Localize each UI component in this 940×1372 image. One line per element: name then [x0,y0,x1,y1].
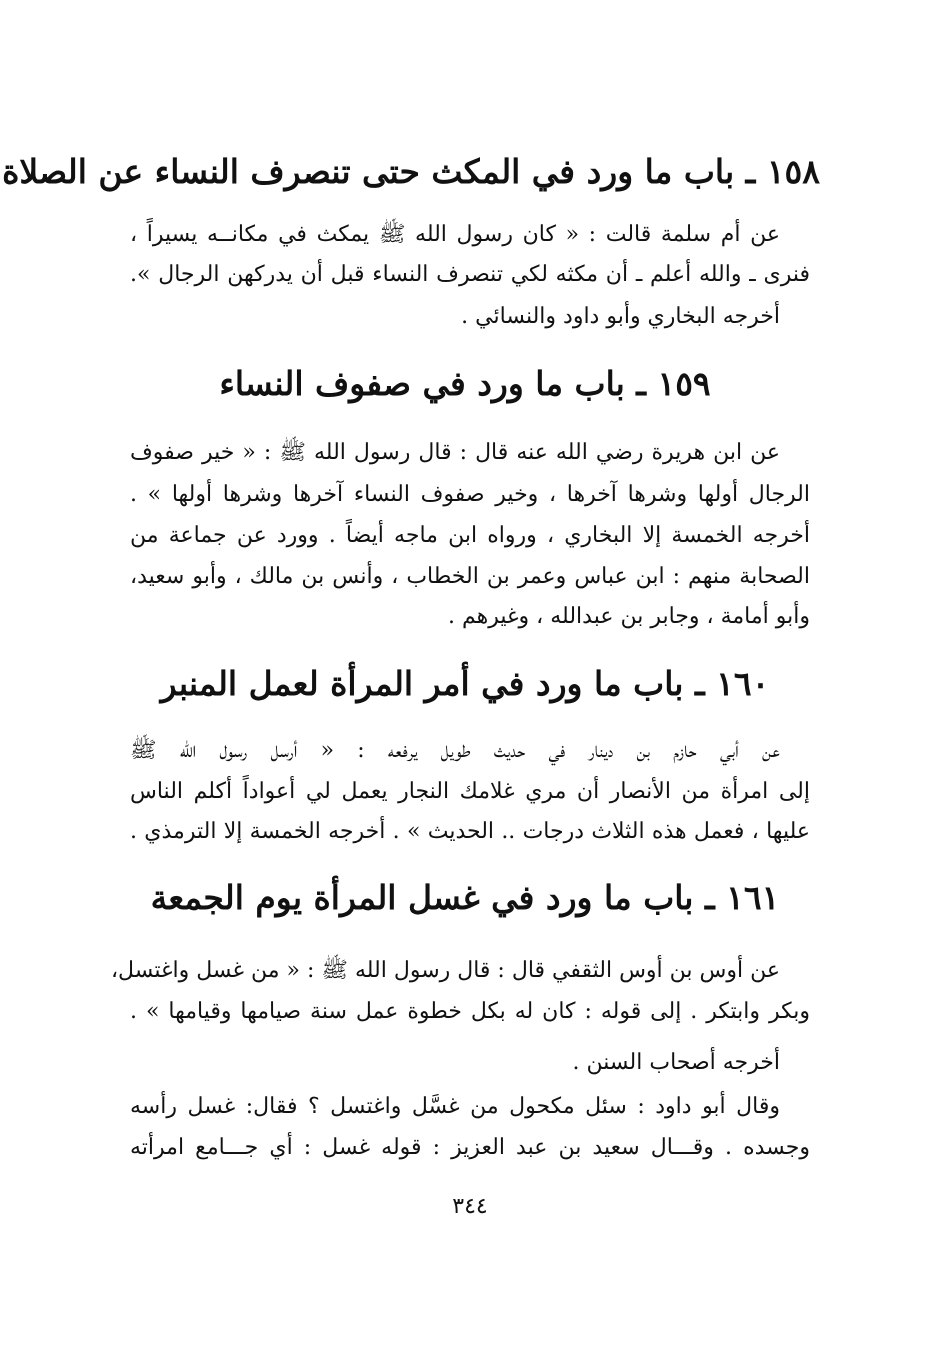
text-line: أخرجه أصحاب السنن . [572,1050,780,1075]
text-line: عليها ، فعمل هذه الثلاث درجات .. الحديث » . أخرجه الخمسة إلا الترمذي . [130,819,810,844]
page-number: ٣٤٤ [452,1194,488,1219]
section-heading-160: ١٦٠ ـ باب ما ورد في أمر المرأة لعمل المنبر [160,664,770,703]
text-line: أخرجه الخمسة إلا البخاري ، ورواه ابن ماجه أيضاً . وورد عن جماعة من [130,523,810,548]
text-line: أخرجه البخاري وأبو داود والنسائي . [461,304,780,329]
text-line: عن أوس بن أوس الثقفي قال : قال رسول الله ﷺ : « من غسل واغتسل، [110,958,780,983]
text-line: عن ابن هريرة رضي الله عنه قال : قال رسول الله ﷺ : « خير صفوف [130,440,780,465]
text-line: إلى امرأة من الأنصار أن مري غلامك النجار يعمل لي أعواداً أكلم الناس [130,779,810,804]
section-heading-159: ١٥٩ ـ باب ما ورد في صفوف النساء [219,364,711,403]
text-line: وقال أبو داود : سئل مكحول من غسَّل واغتسل ؟ فقال: غسل رأسه [130,1094,780,1119]
text-line: وبكر وابتكر . إلى قوله : كان له بكل خطوة عمل سنة صيامها وقيامها » . [130,999,810,1024]
text-line: الرجال أولها وشرها آخرها ، وخير صفوف النساء آخرها وشرها أولها » . [130,482,810,507]
text-line: عن أبي حازم بن دينار في حديث طويل يرفعه : « أرسل رسول الله ﷺ [130,738,780,763]
section-heading-161: ١٦١ ـ باب ما ورد في غسل المرأة يوم الجمعة [150,878,780,917]
text-line: وأبو أمامة ، وجابر بن عبدالله ، وغيرهم . [448,604,810,629]
text-line: وجسده . وقـــال سعيد بن عبد العزيز : قوله غسل : أي جـــامع امرأته [130,1135,810,1160]
text-line: عن أم سلمة قالت : « كان رسول الله ﷺ يمكث في مكانــه يسيراً ، [130,222,780,247]
text-line: فنرى ـ والله أعلم ـ أن مكثه لكي تنصرف النساء قبل أن يدركهن الرجال ». [130,262,810,287]
section-heading-158: ١٥٨ ـ باب ما ورد في المكث حتى تنصرف النساء عن الصلاة [2,152,820,191]
text-line: الصحابة منهم : ابن عباس وعمر بن الخطاب ، وأنس بن مالك ، وأبو سعيد، [130,564,810,589]
